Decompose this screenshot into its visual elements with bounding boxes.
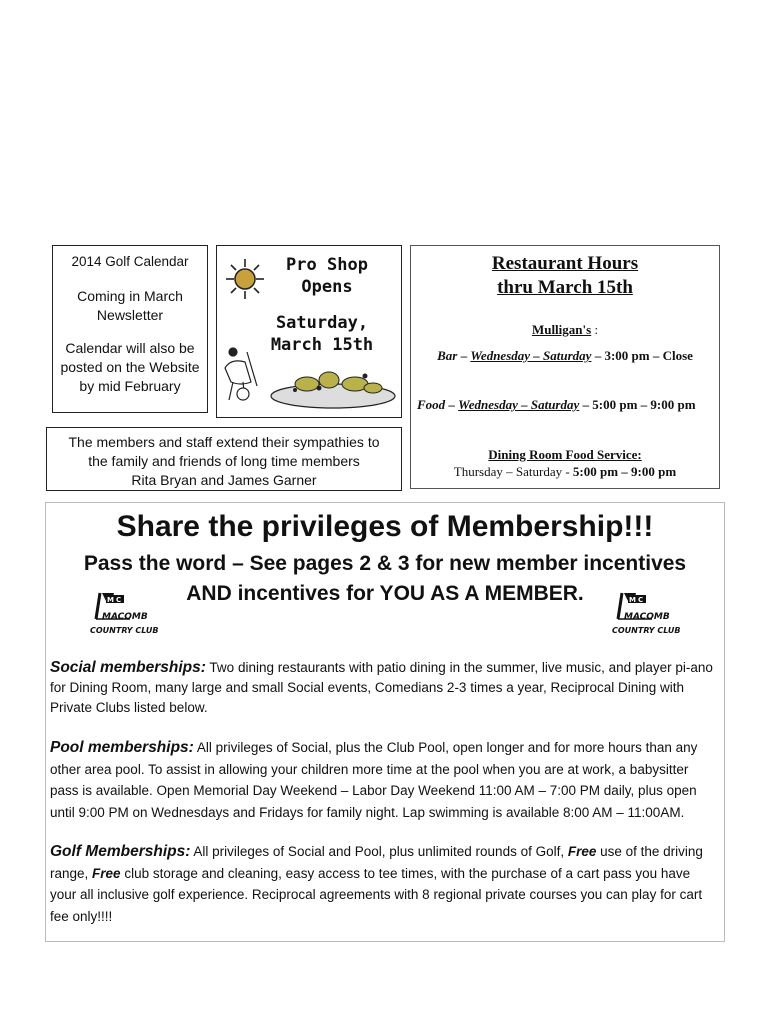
pro-shop-opens: Opens — [301, 277, 353, 297]
logo-bottom-text: COUNTRY CLUB — [612, 626, 681, 635]
svg-text:M: M — [629, 596, 636, 604]
bar-hours: Bar – Wednesday – Saturday – 3:00 pm – Close — [437, 348, 693, 363]
golf-membership-paragraph — [50, 841, 720, 927]
logo-top-text: MACOMB — [102, 612, 148, 622]
golf-free-2: Free — [92, 865, 121, 881]
golf-calendar-website-note: Calendar will also be posted on the Website by mid February — [60, 340, 200, 394]
social-membership-title: Social memberships: — [50, 659, 206, 676]
svg-text:C: C — [116, 596, 122, 604]
membership-subheadline-1: Pass the word – See pages 2 & 3 for new member incentives — [83, 552, 687, 575]
macomb-logo-icon — [612, 589, 682, 639]
food-time: 5:00 pm – 9:00 pm — [592, 397, 696, 412]
pool-membership-text: All privileges of Social, plus the Club Pool, open longer and for more hours than any other area pool. To assist in allowing your children more time at the pool when you are at work, a babysitter pass is available. Open Memorial Day Weekend – Labor Day Weekend 11:00 AM – 7:00 PM daily, plus open until 9:00 PM on Wednesdays and Fridays for family night. Lap swimming is available 8:00 AM – 11:00AM. — [50, 740, 698, 820]
pro-shop-day: Saturday, — [275, 313, 369, 333]
bar-days: Wednesday – Saturday — [470, 348, 592, 363]
food-hours: Food – Wednesday – Saturday – 5:00 pm – 9:00 pm — [417, 397, 696, 412]
golf-free-1: Free — [567, 844, 597, 859]
social-membership-paragraph — [50, 658, 720, 718]
sympathy-line-1: The members and staff extend their sympathies to — [68, 434, 380, 450]
mulligans-label: Mulligan's — [531, 322, 592, 337]
golf-calendar-note: Coming in March Newsletter — [77, 288, 183, 323]
golf-membership-title: Golf Memberships: — [50, 843, 191, 860]
restaurant-hours-box — [410, 245, 720, 489]
svg-text:C: C — [638, 596, 644, 604]
mulligans-heading — [411, 322, 719, 338]
pro-shop-date: March 15th — [270, 335, 374, 355]
restaurant-subtitle: thru March 15th — [497, 277, 633, 298]
logo-bottom-text: COUNTRY CLUB — [90, 626, 159, 635]
svg-text:M: M — [107, 596, 114, 604]
golf-membership-text-2: use of the driving range, — [50, 844, 703, 881]
golf-calendar-title: 2014 Golf Calendar — [71, 254, 189, 269]
sympathy-line-3: Rita Bryan and James Garner — [131, 472, 317, 488]
food-days: Wednesday – Saturday — [458, 397, 580, 412]
bar-time: 3:00 pm – Close — [604, 348, 693, 363]
restaurant-title: Restaurant Hours — [491, 253, 639, 274]
dining-days: Thursday – Saturday - — [453, 464, 573, 479]
golf-membership-text-3: club storage and cleaning, easy access to tee times, with the purchase of a cart pass you have your all inclusive golf experience. Reciprocal agreements with 8 regional private courses you can play for cart fee only!!!! — [50, 865, 703, 924]
pool-membership-paragraph — [50, 737, 720, 823]
social-membership-text: Two dining restaurants with patio dining in the summer, live music, and player pi-ano for Dining Room, many large and small Social events, Comedians 2-3 times a year, Reciprocal Dining with Private Clubs listed below. — [50, 660, 713, 715]
logo-top-text: MACOMB — [624, 612, 670, 622]
dining-title: Dining Room Food Service: — [488, 447, 642, 462]
food-label: Food — [417, 397, 446, 412]
bar-label: Bar — [437, 348, 458, 363]
pro-shop-box — [216, 245, 402, 418]
dining-time: 5:00 pm – 9:00 pm — [572, 464, 677, 479]
macomb-logo — [90, 589, 160, 639]
sympathy-line-2: the family and friends of long time members — [88, 453, 360, 469]
pool-membership-title: Pool memberships: — [50, 739, 194, 756]
golf-calendar-box — [52, 245, 208, 413]
membership-subheadline-2: AND incentives for YOU AS A MEMBER. — [186, 582, 584, 605]
sympathy-box — [46, 427, 402, 491]
golf-course-illustration — [223, 346, 398, 412]
pro-shop-title: Pro Shop — [286, 255, 368, 275]
mulligans-colon: : — [591, 322, 599, 337]
macomb-logo — [612, 589, 682, 639]
macomb-logo-icon — [90, 589, 160, 639]
golf-membership-text-1: All privileges of Social and Pool, plus unlimited rounds of Golf, — [190, 844, 568, 859]
membership-box — [45, 502, 725, 942]
dining-room-service — [411, 446, 719, 480]
membership-headline: Share the privileges of Membership!!! — [116, 510, 654, 543]
